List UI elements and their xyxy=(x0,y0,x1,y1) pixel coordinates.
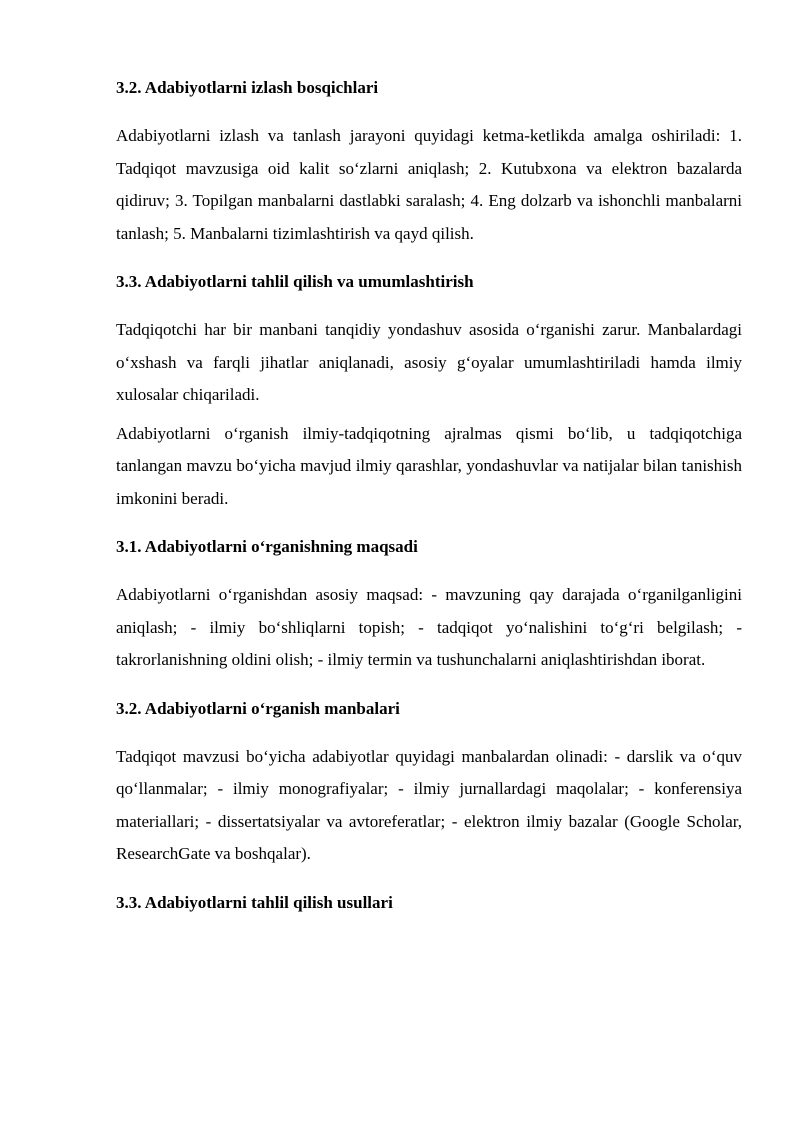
paragraph-literature-importance: Adabiyotlarni o‘rganish ilmiy-tadqiqotning ajralmas qismi bo‘lib, u tadqiqotchiga tanlangan mavzu bo‘yicha mavjud ilmiy qarashlar, yondashuvlar va natijalar bilan tanishish imkonini beradi. xyxy=(116,423,742,508)
paragraph-study-sources: Tadqiqot mavzusi bo‘yicha adabiyotlar quyidagi manbalardan olinadi: - darslik va o‘quv qo‘llanmalar; - ilmiy monografiyalar; - ilmiy jurnallardagi maqolalar; - konferensiya materiallari; - dissertatsiyalar va avtoreferatlar; - elektron ilmiy bazalar (Google Scholar, ResearchGate va boshqalar). xyxy=(116,746,742,863)
paragraph-critical-approach: Tadqiqotchi har bir manbani tanqidiy yondashuv asosida o‘rganishi zarur. Manbalardagi o‘xshash va farqli jihatlar aniqlanadi, asosiy g‘oyalar umumlashtiriladi hamda ilmiy xulosalar chiqariladi. xyxy=(116,320,742,404)
section-heading-study-sources: 3.2. Adabiyotlarni o‘rganish manbalari xyxy=(116,698,400,718)
section-heading-study-goal: 3.1. Adabiyotlarni o‘rganishning maqsadi xyxy=(116,537,418,556)
paragraph-study-goal: Adabiyotlarni o‘rganishdan asosiy maqsad: - mavzuning qay darajada o‘rganilganligini aniqlash; - ilmiy bo‘shliqlarni topish; - tadqiqot yo‘nalishini to‘g‘ri belgilash; - takrorlanishning oldini olish; - ilmiy termin va tushunchalarni aniqlashtirishdan iborat. xyxy=(116,585,742,669)
section-heading-search-stages: 3.2. Adabiyotlarni izlash bosqichlari xyxy=(116,78,379,97)
paragraph-search-stages: Adabiyotlarni izlash va tanlash jarayoni quyidagi ketma-ketlikda amalga oshiriladi: 1. Tadqiqot mavzusiga oid kalit so‘zlarni aniqlash; 2. Kutubxona va elektron bazalarda qidiruv; 3. Topilgan manbalarni dastlabki saralash; 4. Eng dolzarb va ishonchli manbalarni tanlash; 5. Manbalarni tizimlashtirish va qayd qilish. xyxy=(116,126,742,243)
section-heading-analysis-generalization: 3.3. Adabiyotlarni tahlil qilish va umumlashtirish xyxy=(116,272,474,291)
section-heading-analysis-methods: 3.3. Adabiyotlarni tahlil qilish usullari xyxy=(116,892,393,912)
